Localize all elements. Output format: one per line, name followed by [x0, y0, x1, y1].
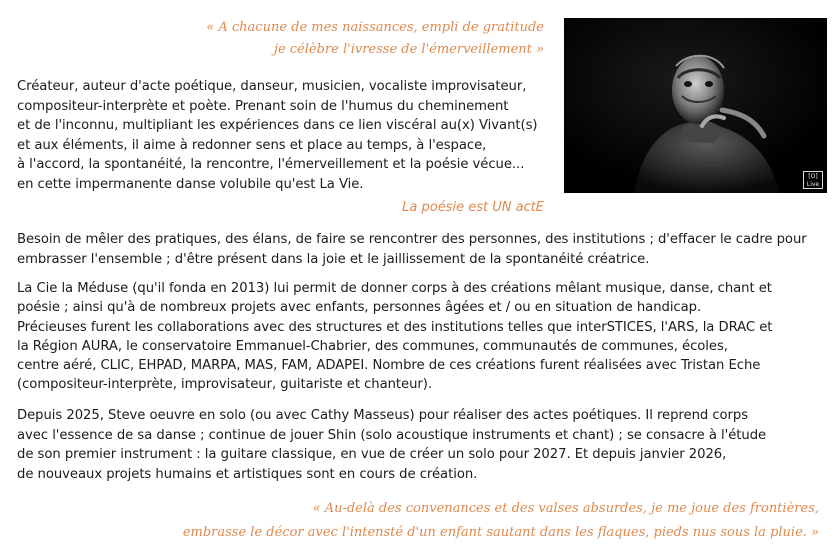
paragraph-line: de son premier instrument : la guitare classique, en vue de créer un solo pour 2027. Et depuis janvier 2026, — [17, 447, 727, 462]
bio-line: compositeur-interprète et poète. Prenant soin de l'humus du cheminement — [17, 98, 509, 114]
paragraph-line: Depuis 2025, Steve oeuvre en solo (ou avec Cathy Masseus) pour réaliser des actes poétiques. Il reprend corps — [17, 408, 749, 423]
photo-logo-word: Live — [806, 181, 820, 188]
artist-photo — [564, 18, 827, 193]
paragraph-3 — [17, 279, 772, 395]
quote-bottom-line: « Au-delà des convenances et des valses absurdes, je me joue des frontières, — [312, 501, 819, 516]
bio-line: et aux éléments, il aime à redonner sens et place au temps, à l'espace, — [17, 137, 487, 153]
paragraph-line: avec l'essence de sa danse ; continue de jouer Shin (solo acoustique instruments et chant) ; se consacre à l'étude — [17, 427, 767, 443]
quote-top — [206, 17, 544, 61]
paragraph-line: poésie ; ainsi qu'à de nombreux projets avec enfants, personnes âgées et / ou en situation de handicap. — [17, 300, 702, 316]
paragraph-2 — [17, 230, 807, 269]
paragraph-line: La Cie la Méduse (qu'il fonda en 2013) lui permit de donner corps à des créations mêlant musique, danse, chant et — [17, 281, 772, 296]
paragraph-line: (compositeur-interprète, improvisateur, guitariste et chanteur). — [17, 377, 433, 393]
bio-line: à l'accord, la spontanéité, la rencontre, l'émerveillement et la poésie vécue... — [17, 157, 525, 172]
paragraph-line: embrasser l'ensemble ; d'être présent dans la joie et le jaillissement de la spontanéité créatrice. — [17, 251, 650, 267]
bio-line: et de l'inconnu, multipliant les expériences dans ce lien viscéral au(x) Vivant(s) — [17, 118, 538, 133]
bio-line: Créateur, auteur d'acte poétique, danseur, musicien, vocaliste improvisateur, — [17, 79, 527, 94]
quote-top-line: je célèbre l'ivresse de l'émerveillement » — [273, 42, 544, 57]
paragraph-4 — [17, 406, 766, 484]
photo-logo — [803, 171, 823, 189]
paragraph-line: la Région AURA, le conservatoire Emmanuel-Chabrier, des communes, communautés de communes, écoles, — [17, 338, 728, 354]
bio-paragraph — [17, 77, 538, 194]
photo-logo-mark: [O] — [808, 173, 818, 180]
paragraph-line: Besoin de mêler des pratiques, des élans, de faire se rencontrer des personnes, des institutions ; d'effacer le cadre pour — [17, 232, 807, 247]
paragraph-line: de nouveaux projets humains et artistiques sont en cours de création. — [17, 466, 478, 482]
bio-line: en cette impermanente danse volubile qu'est La Vie. — [17, 176, 364, 192]
paragraph-line: Précieuses furent les collaborations avec des structures et des institutions telles que interSTICES, l'ARS, la DRAC et — [17, 319, 773, 335]
quote-top-line: « A chacune de mes naissances, empli de gratitude — [206, 20, 544, 35]
tagline: La poésie est UN actE — [402, 200, 544, 215]
quote-bottom — [183, 497, 819, 545]
artist-photo-image — [564, 18, 827, 193]
quote-bottom-line: embrasse le décor avec l'intensté d'un enfant sautant dans les flaques, pieds nus sous la pluie. » — [182, 525, 819, 540]
paragraph-line: centre aéré, CLIC, EHPAD, MARPA, MAS, FAM, ADAPEI. Nombre de ces créations furent réalisées avec Tristan Eche — [17, 358, 761, 374]
